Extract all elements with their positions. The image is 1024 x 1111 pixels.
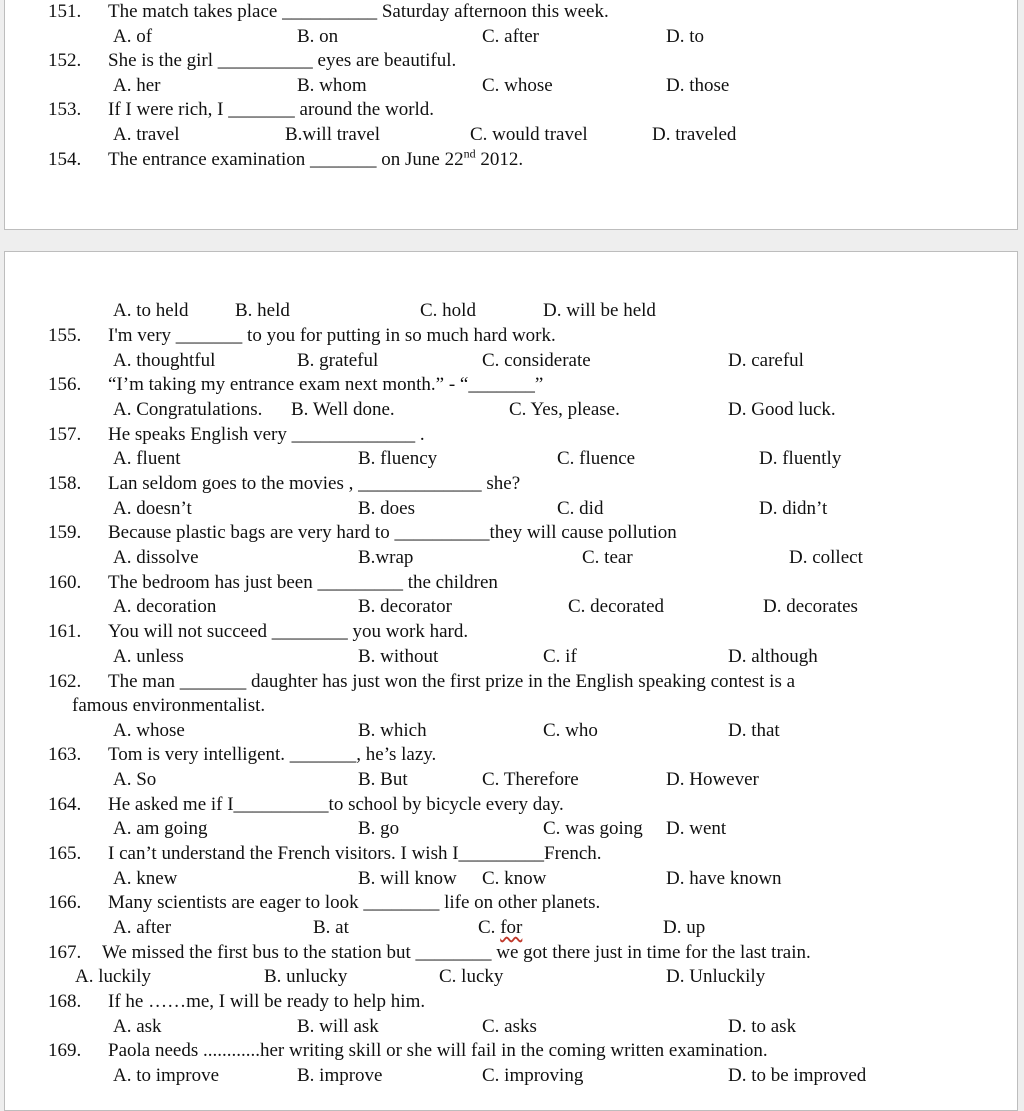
option-a[interactable]: A. knew	[113, 868, 178, 889]
question-stem: If he ……me, I will be ready to help him.	[108, 991, 426, 1012]
question-stem: I'm very _______ to you for putting in so much hard work.	[108, 325, 556, 346]
option-c[interactable]: C. lucky	[439, 966, 504, 987]
option-b[interactable]: B.wrap	[358, 547, 414, 568]
option-d[interactable]: D. to	[666, 26, 704, 47]
option-b[interactable]: B. will know	[358, 868, 457, 889]
option-c[interactable]: C. was going	[543, 818, 643, 839]
option-d[interactable]: D. those	[666, 75, 730, 96]
option-a[interactable]: A. Congratulations.	[113, 399, 263, 420]
option-b[interactable]: B. grateful	[297, 350, 379, 371]
option-c[interactable]: C. know	[482, 868, 547, 889]
option-c[interactable]: C. fluence	[557, 448, 636, 469]
question-stem: The man _______ daughter has just won the first prize in the English speaking contest is a	[108, 671, 796, 692]
option-c[interactable]: C. hold	[420, 300, 476, 321]
option-b[interactable]: B. go	[358, 818, 400, 839]
question-number: 153.	[48, 99, 82, 120]
option-c[interactable]: C. whose	[482, 75, 553, 96]
question-stem: Many scientists are eager to look ________ life on other planets.	[108, 892, 601, 913]
option-d[interactable]: D. to ask	[728, 1016, 797, 1037]
question-number: 157.	[48, 424, 82, 445]
option-d[interactable]: D. collect	[789, 547, 863, 568]
option-b[interactable]: B. But	[358, 769, 408, 790]
option-b[interactable]: B. held	[235, 300, 290, 321]
question-stem: Because plastic bags are very hard to __________they will cause pollution	[108, 522, 677, 543]
option-c[interactable]: C. improving	[482, 1065, 584, 1086]
option-b[interactable]: B. at	[313, 917, 349, 938]
option-d[interactable]: D. However	[666, 769, 759, 790]
option-c-letter: C.	[478, 917, 501, 938]
option-b[interactable]: B. fluency	[358, 448, 438, 469]
option-c[interactable]: C. after	[482, 26, 539, 47]
question-stem: He speaks English very _____________ .	[108, 424, 425, 445]
option-a[interactable]: A. dissolve	[113, 547, 199, 568]
option-a[interactable]: A. after	[113, 917, 172, 938]
stem-text-end: 2012.	[475, 149, 524, 170]
option-c[interactable]: C. decorated	[568, 596, 665, 617]
option-a[interactable]: A. doesn’t	[113, 498, 192, 519]
option-a[interactable]: A. travel	[113, 124, 180, 145]
option-d[interactable]: D. Unluckily	[666, 966, 766, 987]
question-number: 168.	[48, 991, 82, 1012]
option-a[interactable]: A. So	[113, 769, 157, 790]
option-b[interactable]: B. on	[297, 26, 339, 47]
question-number: 155.	[48, 325, 82, 346]
option-d[interactable]: D. fluently	[759, 448, 842, 469]
question-number: 151.	[48, 1, 82, 22]
question-number: 154.	[48, 149, 82, 170]
question-stem: I can’t understand the French visitors. I wish I_________French.	[108, 843, 602, 864]
question-number: 156.	[48, 374, 82, 395]
question-stem: You will not succeed ________ you work hard.	[108, 621, 469, 642]
option-d[interactable]: D. to be improved	[728, 1065, 867, 1086]
option-a[interactable]: A. ask	[113, 1016, 162, 1037]
option-c-word: for	[500, 917, 523, 938]
question-stem: The bedroom has just been _________ the children	[108, 572, 498, 593]
question-number: 169.	[48, 1040, 82, 1061]
option-b[interactable]: B.will travel	[285, 124, 380, 145]
option-a[interactable]: A. to improve	[113, 1065, 220, 1086]
question-stem	[108, 148, 523, 172]
question-stem: The match takes place __________ Saturday afternoon this week.	[108, 1, 609, 22]
option-d[interactable]: D. that	[728, 720, 780, 741]
option-c[interactable]: C. who	[543, 720, 598, 741]
question-number: 160.	[48, 572, 82, 593]
option-c[interactable]: C. did	[557, 498, 604, 519]
option-b[interactable]: B. unlucky	[264, 966, 348, 987]
question-number: 166.	[48, 892, 82, 913]
option-a[interactable]: A. unless	[113, 646, 184, 667]
option-b[interactable]: B. improve	[297, 1065, 383, 1086]
question-number: 158.	[48, 473, 82, 494]
question-number: 167.	[48, 942, 82, 963]
option-d[interactable]: D. although	[728, 646, 818, 667]
question-number: 163.	[48, 744, 82, 765]
option-d[interactable]: D. went	[666, 818, 727, 839]
option-d[interactable]: D. have known	[666, 868, 782, 889]
option-a[interactable]: A. whose	[113, 720, 185, 741]
option-a[interactable]: A. thoughtful	[113, 350, 216, 371]
option-b[interactable]: B. whom	[297, 75, 367, 96]
option-c[interactable]: C. asks	[482, 1016, 537, 1037]
question-number: 162.	[48, 671, 82, 692]
option-a[interactable]: A. fluent	[113, 448, 181, 469]
option-a[interactable]: A. her	[113, 75, 161, 96]
option-b[interactable]: B. without	[358, 646, 439, 667]
question-stem: “I’m taking my entrance exam next month.” - “_______”	[108, 374, 544, 395]
option-b[interactable]: B. does	[358, 498, 415, 519]
option-d[interactable]: D. up	[663, 917, 706, 938]
question-stem: Paola needs ............her writing skill or she will fail in the coming written examination.	[108, 1040, 768, 1061]
option-d[interactable]: D. traveled	[652, 124, 737, 145]
option-a[interactable]: A. am going	[113, 818, 208, 839]
question-number: 161.	[48, 621, 82, 642]
stem-text: The entrance examination _______ on June 22	[108, 149, 464, 170]
option-b[interactable]: B. will ask	[297, 1016, 379, 1037]
option-b[interactable]: B. decorator	[358, 596, 452, 617]
option-c[interactable]: C. if	[543, 646, 577, 667]
option-d[interactable]: D. will be held	[543, 300, 656, 321]
option-a[interactable]: A. of	[113, 26, 153, 47]
option-c[interactable]: C. tear	[582, 547, 633, 568]
option-c[interactable]: C. considerate	[482, 350, 591, 371]
option-d[interactable]: D. decorates	[763, 596, 858, 617]
ordinal-suffix: nd	[463, 146, 476, 161]
option-b[interactable]: B. which	[358, 720, 427, 741]
question-stem: Lan seldom goes to the movies , _____________ she?	[108, 473, 521, 494]
question-stem: Tom is very intelligent. _______, he’s lazy.	[108, 744, 437, 765]
question-number: 165.	[48, 843, 82, 864]
question-number: 159.	[48, 522, 82, 543]
option-d[interactable]: D. Good luck.	[728, 399, 836, 420]
option-a[interactable]: A. decoration	[113, 596, 217, 617]
question-stem-continued: famous environmentalist.	[72, 695, 266, 716]
option-a[interactable]: A. to held	[113, 300, 189, 321]
question-stem: He asked me if I__________to school by bicycle every day.	[108, 794, 564, 815]
question-stem: If I were rich, I _______ around the world.	[108, 99, 435, 120]
option-d[interactable]: D. careful	[728, 350, 804, 371]
question-number: 164.	[48, 794, 82, 815]
option-c[interactable]: C. Therefore	[482, 769, 579, 790]
question-number: 152.	[48, 50, 82, 71]
option-d[interactable]: D. didn’t	[759, 498, 828, 519]
option-b[interactable]: B. Well done.	[291, 399, 395, 420]
option-a[interactable]: A. luckily	[75, 966, 151, 987]
question-stem: She is the girl __________ eyes are beautiful.	[108, 50, 457, 71]
option-c[interactable]	[478, 916, 522, 940]
question-stem: We missed the first bus to the station but ________ we got there just in time for the last train.	[102, 942, 811, 963]
option-c[interactable]: C. Yes, please.	[509, 399, 620, 420]
option-c[interactable]: C. would travel	[470, 124, 588, 145]
